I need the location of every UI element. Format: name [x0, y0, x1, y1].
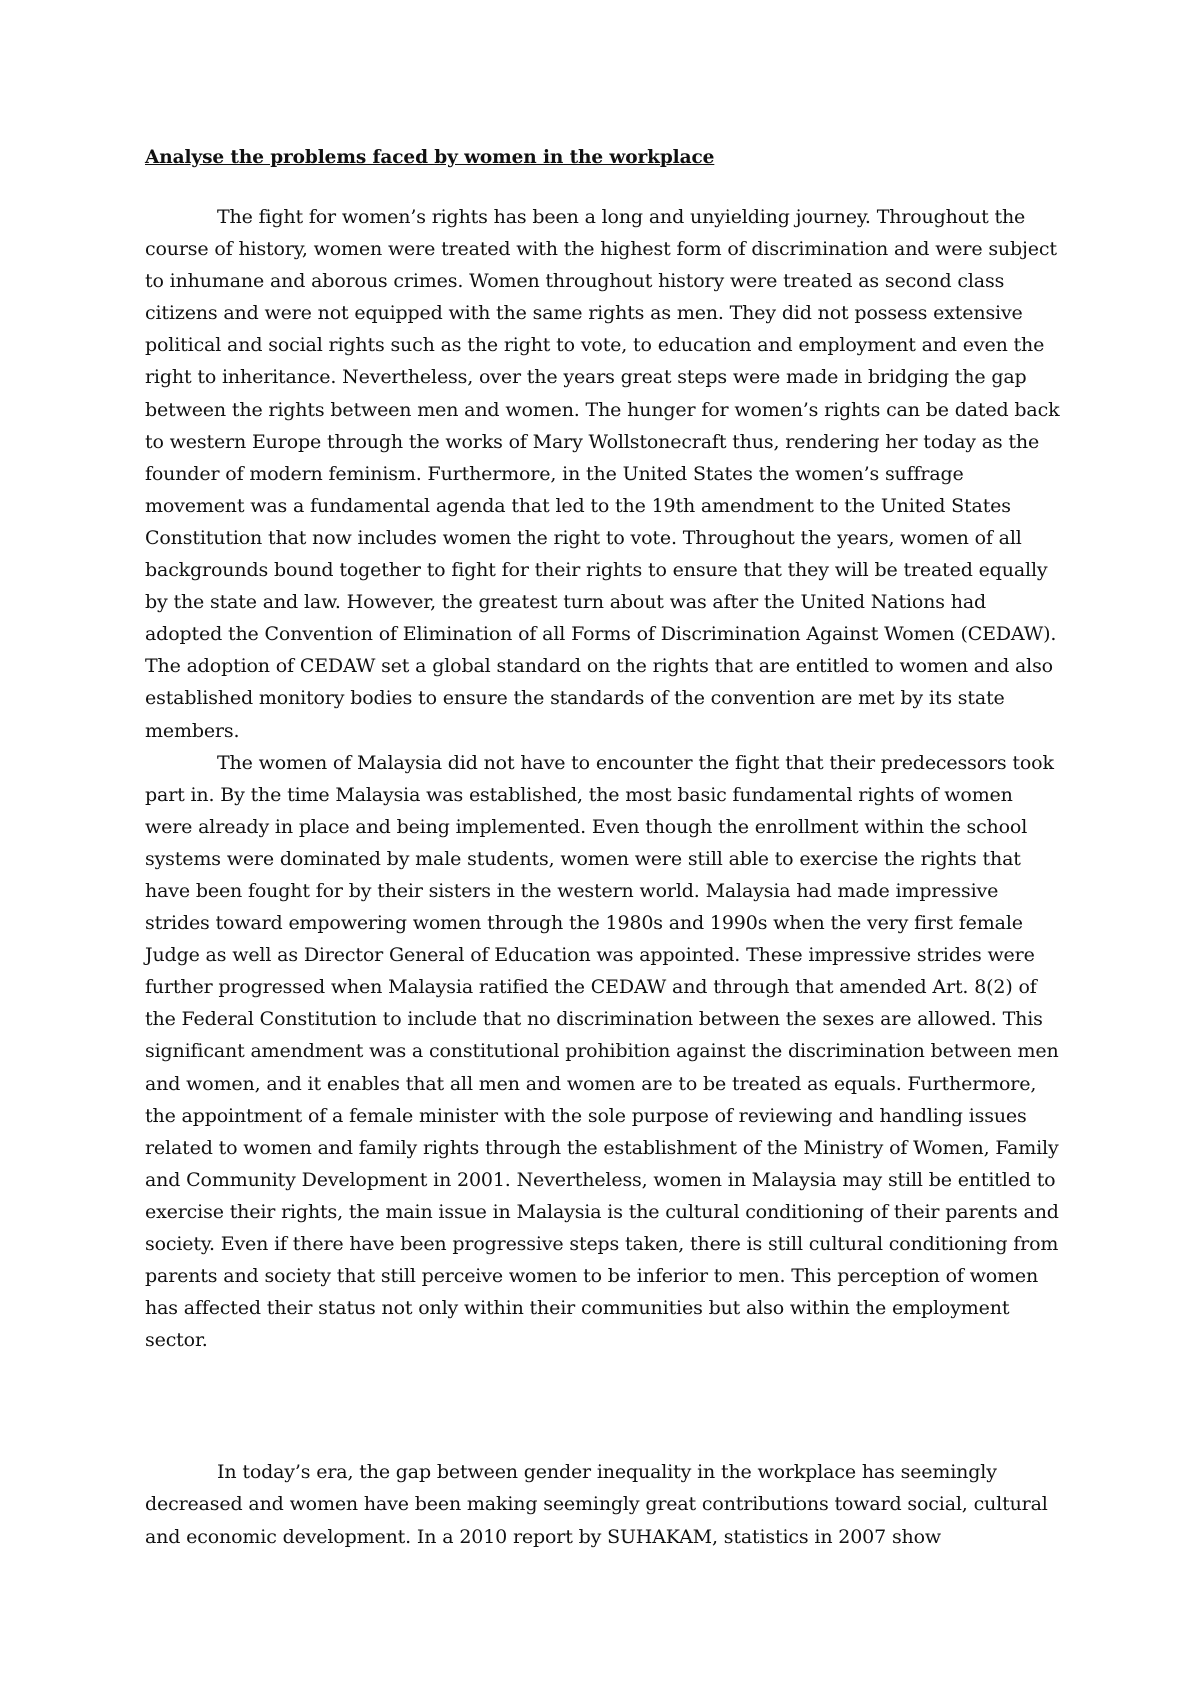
document-title: Analyse the problems faced by women in the workplace: [145, 147, 715, 168]
paragraph-todays-era: In today’s era, the gap between gender inequality in the workplace has seemingly decreased and women have been making seemingly great contributions toward social, cultural and economic development. In a 2010 report by SUHAKAM, statistics in 2007 show: [145, 1461, 1048, 1548]
document-body: [145, 146, 1065, 1553]
paragraph-womens-rights-history: The fight for women’s rights has been a long and unyielding journey. Throughout the course of history, women were treated with the highest form of discrimination and were subject to inhumane and aborous crimes. Women throughout history were treated as second class citizens and were not equipped with the same rights as men. They did not possess extensive political and social rights such as the right to vote, to education and employment and even the right to inheritance. Nevertheless, over the years great steps were made in bridging the gap between the rights between men and women. The hunger for women’s rights can be dated back to western Europe through the works of Mary Wollstonecraft thus, rendering her today as the founder of modern feminism. Furthermore, in the United States the women’s suffrage movement was a fundamental agenda that led to the 19th amendment to the United States Constitution that now includes women the right to vote. Throughout the years, women of all backgrounds bound together to fight for their rights to ensure that they will be treated equally by the state and law. However, the greatest turn about was after the United Nations had adopted the Convention of Elimination of all Forms of Discrimination Against Women (CEDAW). The adoption of CEDAW set a global standard on the rights that are entitled to women and also established monitory bodies to ensure the standards of the convention are met by its state members.: [145, 206, 1060, 742]
paragraph-spacer: [145, 1356, 1065, 1456]
paragraph-women-of-malaysia: The women of Malaysia did not have to encounter the fight that their predecessors took part in. By the time Malaysia was established, the most basic fundamental rights of women were already in place and being implemented. Even though the enrollment within the school systems were dominated by male students, women were still able to exercise the rights that have been fought for by their sisters in the western world. Malaysia had made impressive strides toward empowering women through the 1980s and 1990s when the very first female Judge as well as Director General of Education was appointed. These impressive strides were further progressed when Malaysia ratified the CEDAW and through that amended Art. 8(2) of the Federal Constitution to include that no discrimination between the sexes are allowed. This significant amendment was a constitutional prohibition against the discrimination between men and women, and it enables that all men and women are to be treated as equals. Furthermore, the appointment of a female minister with the sole purpose of reviewing and handling issues related to women and family rights through the establishment of the Ministry of Women, Family and Community Development in 2001. Nevertheless, women in Malaysia may still be entitled to exercise their rights, the main issue in Malaysia is the cultural conditioning of their parents and society. Even if there have been progressive steps taken, there is still cultural conditioning from parents and society that still perceive women to be inferior to men. This perception of women has affected their status not only within their communities but also within the employment sector.: [145, 751, 1059, 1352]
